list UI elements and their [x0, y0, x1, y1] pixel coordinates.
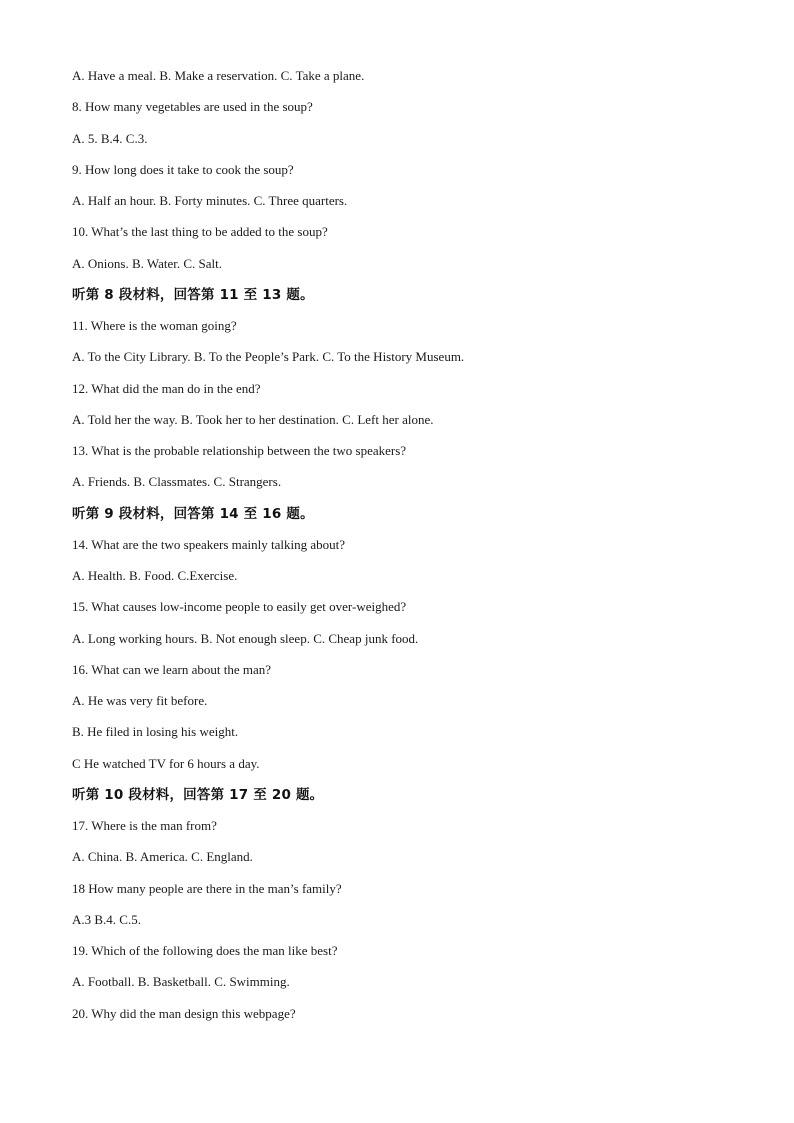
answer-options: A. Long working hours. B. Not enough sleep. C. Cheap junk food. — [72, 630, 419, 646]
answer-options: A. Onions. B. Water. C. Salt. — [72, 255, 223, 271]
answer-options: A. 5. B.4. C.3. — [72, 130, 148, 146]
answer-options: A. To the City Library. B. To the People’s Park. C. To the History Museum. — [72, 349, 465, 365]
question: 11. Where is the woman going? — [72, 318, 237, 333]
question: 14. What are the two speakers mainly talking about? — [72, 536, 346, 552]
question: 10. What’s the last thing to be added to the soup? — [72, 224, 328, 240]
answer-options: A.3 B.4. C.5. — [72, 911, 141, 927]
answer-options: A. Half an hour. B. Forty minutes. C. Three quarters. — [72, 193, 348, 208]
answer-options: A. Have a meal. B. Make a reservation. C. Take a plane. — [72, 68, 365, 83]
question: 17. Where is the man from? — [72, 818, 217, 833]
answer-options: A. Told her the way. B. Took her to her destination. C. Left her alone. — [72, 411, 434, 427]
question: 16. What can we learn about the man? — [72, 661, 272, 677]
answer-options: A. China. B. America. C. England. — [72, 849, 253, 865]
question: 8. How many vegetables are used in the soup? — [72, 99, 313, 115]
question: 13. What is the probable relationship between the two speakers? — [72, 443, 407, 458]
answer-options: A. Friends. B. Classmates. C. Strangers. — [72, 474, 282, 490]
question: 15. What causes low-income people to easily get over-weighed? — [72, 599, 407, 615]
answer-option: A. He was very fit before. — [72, 693, 208, 708]
section-heading: 听第 9 段材料，回答第 14 至 16 题。 — [72, 505, 314, 522]
answer-options: A. Football. B. Basketball. C. Swimming. — [72, 974, 290, 990]
exam-content — [72, 66, 752, 1035]
question: 20. Why did the man design this webpage? — [72, 1005, 296, 1021]
section-heading: 听第 8 段材料，回答第 11 至 13 题。 — [72, 286, 314, 303]
question: 12. What did the man do in the end? — [72, 380, 261, 396]
question: 18 How many people are there in the man’s family? — [72, 880, 342, 896]
answer-option: B. He filed in losing his weight. — [72, 724, 239, 740]
answer-option: C He watched TV for 6 hours a day. — [72, 755, 260, 771]
question: 19. Which of the following does the man like best? — [72, 943, 338, 958]
answer-options: A. Health. B. Food. C.Exercise. — [72, 568, 238, 583]
question: 9. How long does it take to cook the soup? — [72, 161, 294, 177]
section-heading: 听第 10 段材料，回答第 17 至 20 题。 — [72, 786, 324, 803]
